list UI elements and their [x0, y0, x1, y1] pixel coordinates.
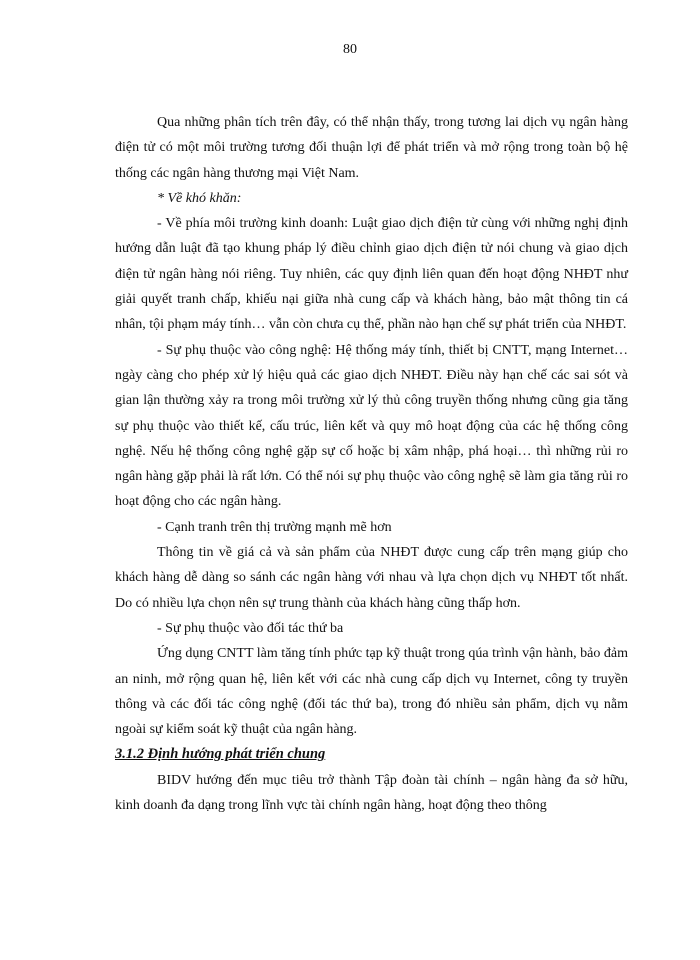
page-content [115, 110, 628, 818]
paragraph-third-party-heading: - Sự phụ thuộc vào đối tác thứ ba [157, 620, 344, 636]
paragraph-technology-dependence: - Sự phụ thuộc vào công nghệ: Hệ thống máy tính, thiết bị CNTT, mạng Internet… ngày càng cho phép xử lý hiệu quả các giao dịch NHĐT. Điều này hạn chế các sai sót và gian lận thường xảy ra trong môi trường xử lý thủ công truyền thống nhưng cũng gia tăng sự phụ thuộc vào thiết kế, cấu trúc, liên kết và quy mô hoạt động của các hệ thống công nghệ. Nếu hệ thống công nghệ gặp sự cố hoặc bị xâm nhập, phá hoại… thì những rủi ro ngân hàng gặp phải là rất lớn. Có thể nói sự phụ thuộc vào công nghệ sẽ làm gia tăng rủi ro hoạt động cho các ngân hàng. [115, 342, 628, 510]
paragraph-competition-heading: - Cạnh tranh trên thị trường mạnh mẽ hơn [157, 519, 392, 535]
paragraph-third-party: Ứng dụng CNTT làm tăng tính phức tạp kỹ thuật trong qúa trình vận hành, bảo đảm an ninh, mở rộng quan hệ, liên kết với các nhà cung cấp dịch vụ Internet, công ty truyền thông và các đối tác công nghệ (đối tác thứ ba), trong đó nhiều sản phẩm, dịch vụ nằm ngoài sự kiểm soát kỹ thuật của ngân hàng. [115, 646, 628, 738]
paragraph-competition: Thông tin về giá cả và sản phẩm của NHĐT được cung cấp trên mạng giúp cho khách hàng dễ dàng so sánh các ngân hàng với nhau và lựa chọn dịch vụ NHĐT tốt nhất. Do có nhiều lựa chọn nên sự trung thành của khách hàng cũng thấp hơn. [115, 545, 628, 611]
difficulties-subheading: * Về khó khăn: [157, 190, 242, 206]
paragraph-bidv-orientation: BIDV hướng đến mục tiêu trở thành Tập đoàn tài chính – ngân hàng đa sở hữu, kinh doanh đa dạng trong lĩnh vực tài chính ngân hàng, hoạt động theo thông [115, 772, 628, 814]
page-number: 80 [343, 42, 357, 57]
paragraph-intro: Qua những phân tích trên đây, có thể nhận thấy, trong tương lai dịch vụ ngân hàng điện tử có một môi trường tương đối thuận lợi để phát triển và mở rộng trong toàn bộ hệ thống các ngân hàng thương mại Việt Nam. [115, 115, 628, 181]
paragraph-business-environment: - Về phía môi trường kinh doanh: Luật giao dịch điện tử cùng với những nghị định hướng dẫn luật đã tạo khung pháp lý điều chỉnh giao dịch điện tử nói chung và giao dịch điện tử ngân hàng nói riêng. Tuy nhiên, các quy định liên quan đến hoạt động NHĐT như giải quyết tranh chấp, khiếu nại giữa nhà cung cấp và khách hàng, bảo mật thông tin cá nhân, tội phạm máy tính… vẫn còn chưa cụ thể, phần nào hạn chế sự phát triển của NHĐT. [115, 216, 628, 333]
section-heading: 3.1.2 Định hướng phát triển chung [115, 746, 326, 763]
